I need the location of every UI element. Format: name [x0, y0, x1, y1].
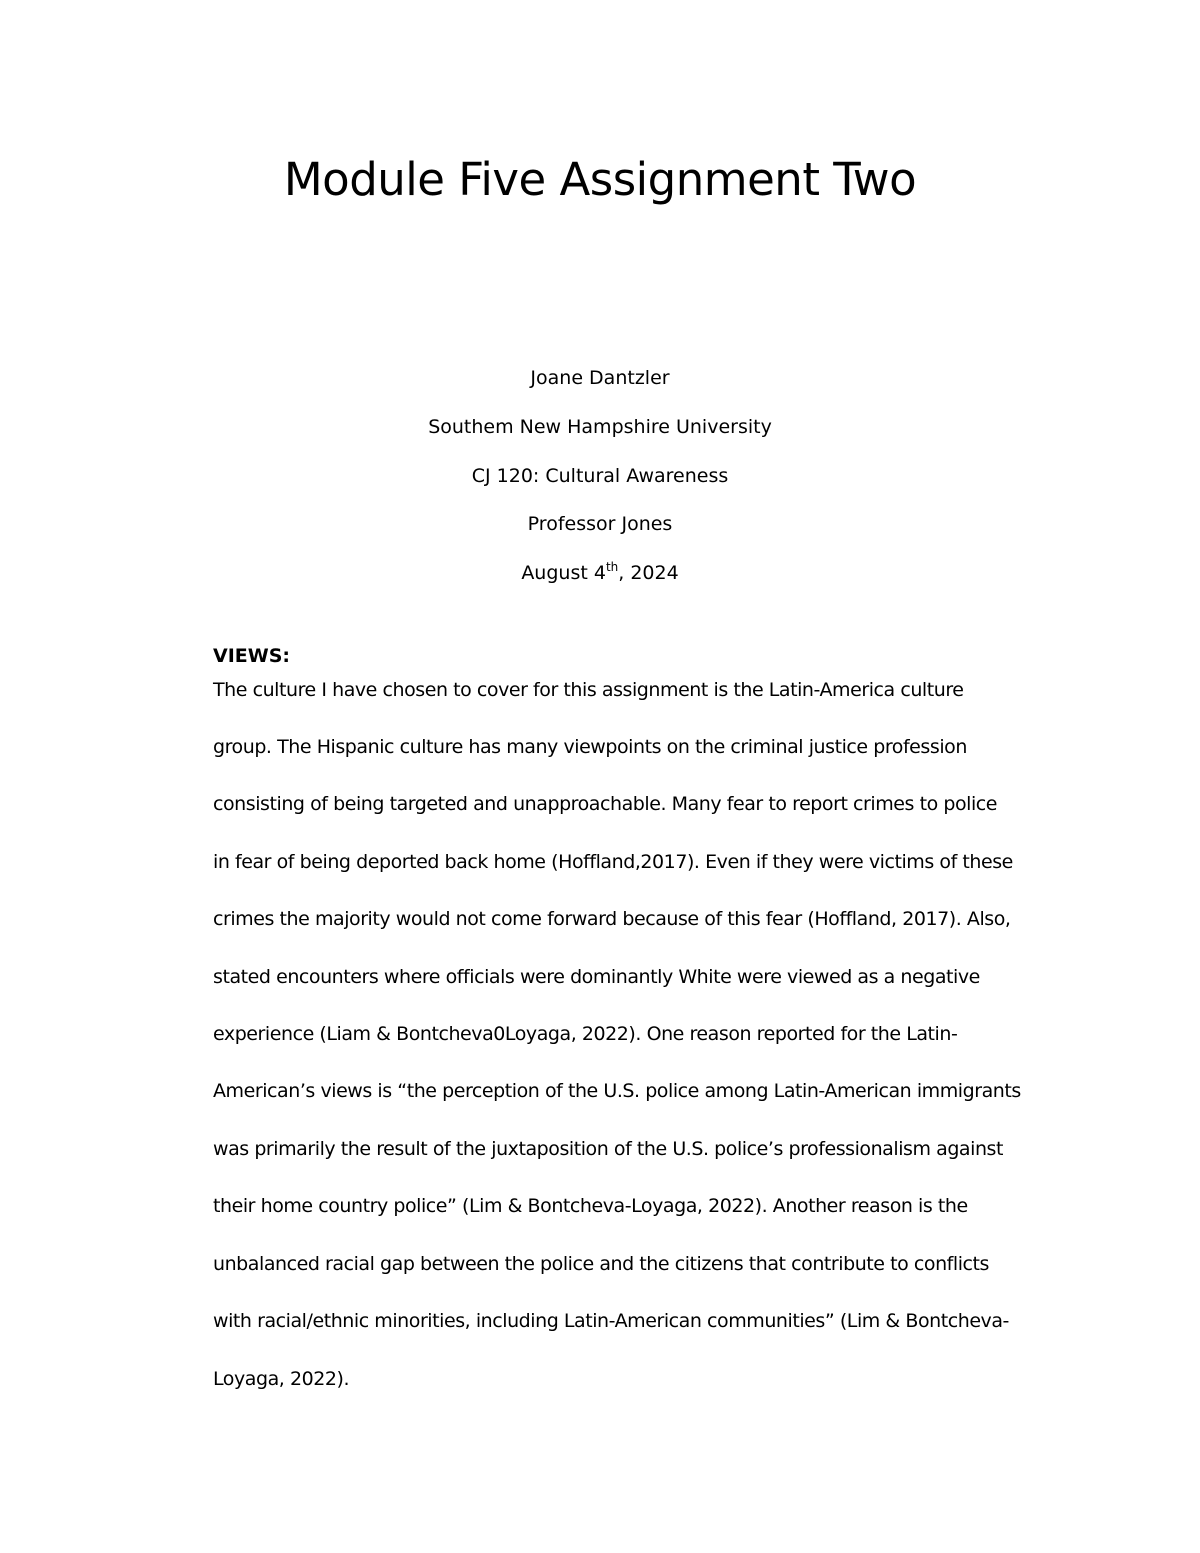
body-line: their home country police” (Lim & Bontcheva-Loyaga, 2022). Another reason is the [213, 1195, 968, 1217]
instructor-name: Professor Jones [527, 513, 673, 535]
body-line: American’s views is “the perception of the U.S. police among Latin-American immigrants [213, 1080, 1021, 1102]
section-heading-views: VIEWS: [213, 645, 290, 667]
document-title: Module Five Assignment Two [283, 153, 917, 206]
date-ordinal-suffix: th [605, 560, 619, 574]
body-line: stated encounters where officials were dominantly White were viewed as a negative [213, 966, 980, 988]
body-line: in fear of being deported back home (Hoffland,2017). Even if they were victims of these [213, 851, 1013, 873]
body-line: Loyaga, 2022). [213, 1368, 350, 1390]
course-name: CJ 120: Cultural Awareness [471, 465, 729, 487]
body-line: crimes the majority would not come forward because of this fear (Hoffland, 2017). Also, [213, 908, 1011, 930]
body-line: experience (Liam & Bontcheva0Loyaga, 2022). One reason reported for the Latin- [213, 1023, 958, 1045]
author-name: Joane Dantzler [530, 367, 670, 389]
date-year: , 2024 [618, 562, 679, 584]
body-line: group. The Hispanic culture has many viewpoints on the criminal justice profession [213, 736, 967, 758]
body-line: consisting of being targeted and unapproachable. Many fear to report crimes to police [213, 793, 998, 815]
body-line: with racial/ethnic minorities, including Latin-American communities” (Lim & Bontcheva- [213, 1310, 1009, 1332]
body-line: was primarily the result of the juxtaposition of the U.S. police’s professionalism against [213, 1138, 1003, 1160]
institution-name: Southem New Hampshire University [428, 416, 772, 438]
body-line: The culture I have chosen to cover for this assignment is the Latin-America culture [213, 679, 964, 701]
body-line: unbalanced racial gap between the police and the citizens that contribute to conflicts [213, 1253, 989, 1275]
date-month-day: August 4 [521, 562, 606, 584]
submission-date [0, 560, 1200, 586]
